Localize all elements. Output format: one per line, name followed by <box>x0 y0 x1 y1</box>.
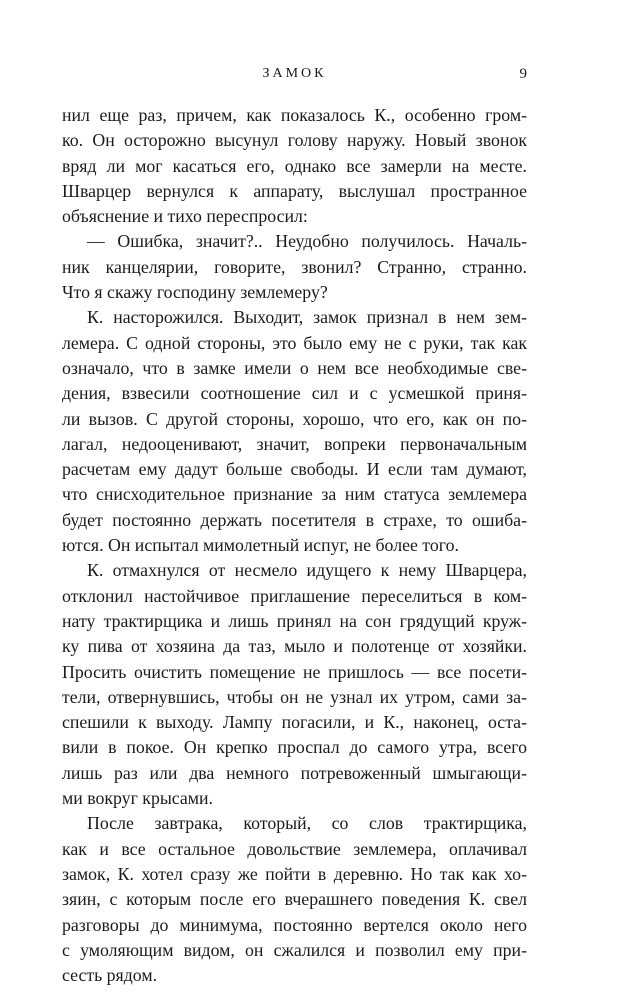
text-line: спешили к выходу. Лампу погасили, и К., наконец, оста- <box>62 712 527 733</box>
text-line: как и все остальное довольствие землемера, оплачивал <box>62 838 527 859</box>
body-text <box>62 103 527 988</box>
running-head <box>62 66 527 90</box>
text-line: нату трактирщика и лишь принял на сон грядущий круж- <box>62 610 527 631</box>
text-line: будет постоянно держать посетителя в страхе, то ошиба- <box>62 509 527 530</box>
text-line: зяин, с которым после его вчерашнего поведения К. свел <box>62 889 527 910</box>
text-line: разговоры до минимума, постоянно вертелся около него <box>62 914 527 935</box>
text-line: Просить очистить помещение не пришлось — все посети- <box>62 661 527 682</box>
running-title: ЗАМОК <box>262 66 327 81</box>
text-line: Шварцер вернулся к аппарату, выслушал пространное <box>62 180 527 201</box>
text-line: К. насторожился. Выходит, замок признал в нем зем- <box>87 307 527 328</box>
text-line: лемера. С одной стороны, это было ему не с руки, так как <box>62 332 527 353</box>
text-line: ку пива от хозяина да таз, мыло и полотенце от хозяйки. <box>62 636 527 657</box>
text-line: лишь раз или два немного потревоженный шмыгающи- <box>62 762 527 783</box>
text-line: тели, отвернувшись, чтобы он не узнал их утром, сами за- <box>62 686 527 707</box>
text-line: нил еще раз, причем, как показалось К., особенно гром- <box>62 105 527 125</box>
text-line: вряд ли мог касаться его, однако все замерли на месте. <box>62 155 527 176</box>
text-line: расчетам ему дадут больше свободы. И если там думают, <box>62 459 527 480</box>
text-line: с умоляющим видом, он сжалился и позволил ему при- <box>62 939 527 960</box>
text-line: что снисходительное признание за ним статуса землемера <box>62 484 527 505</box>
text-line: вили в покое. Он крепко проспал до самого утра, всего <box>62 737 527 758</box>
text-line: ник канцелярии, говорите, звонил? Странно, странно. <box>62 256 527 277</box>
text-line: ко. Он осторожно высунул голову наружу. Новый звонок <box>62 130 527 151</box>
text-line: — Ошибка, значит?.. Неудобно получилось. Началь- <box>87 231 527 252</box>
text-line: Что я скажу господину землемеру? <box>62 282 328 303</box>
text-line: объяснение и тихо переспросил: <box>62 206 308 227</box>
text-line: После завтрака, который, со слов трактирщика, <box>87 813 527 834</box>
text-line: ются. Он испытал мимолетный испуг, не более того. <box>62 535 459 556</box>
text-line: ли вызов. С другой стороны, хорошо, что его, как он по- <box>62 408 527 429</box>
text-line: ми вокруг крысами. <box>62 788 213 809</box>
text-line: лагал, недооценивают, значит, вопреки первоначальным <box>62 433 527 454</box>
text-line: замок, К. хотел сразу же пойти в деревню. Но так как хо- <box>62 863 527 884</box>
text-line: означало, что в замке имели о нем все необходимые све- <box>62 357 527 378</box>
text-line: дения, взвесили соотношение сил и с усмешкой приня- <box>62 383 527 404</box>
text-line: К. отмахнулся от несмело идущего к нему Шварцера, <box>87 560 527 581</box>
text-line: сесть рядом. <box>62 965 158 986</box>
page-number: 9 <box>519 66 527 82</box>
text-line: отклонил настойчивое приглашение переселиться в ком- <box>62 585 527 606</box>
